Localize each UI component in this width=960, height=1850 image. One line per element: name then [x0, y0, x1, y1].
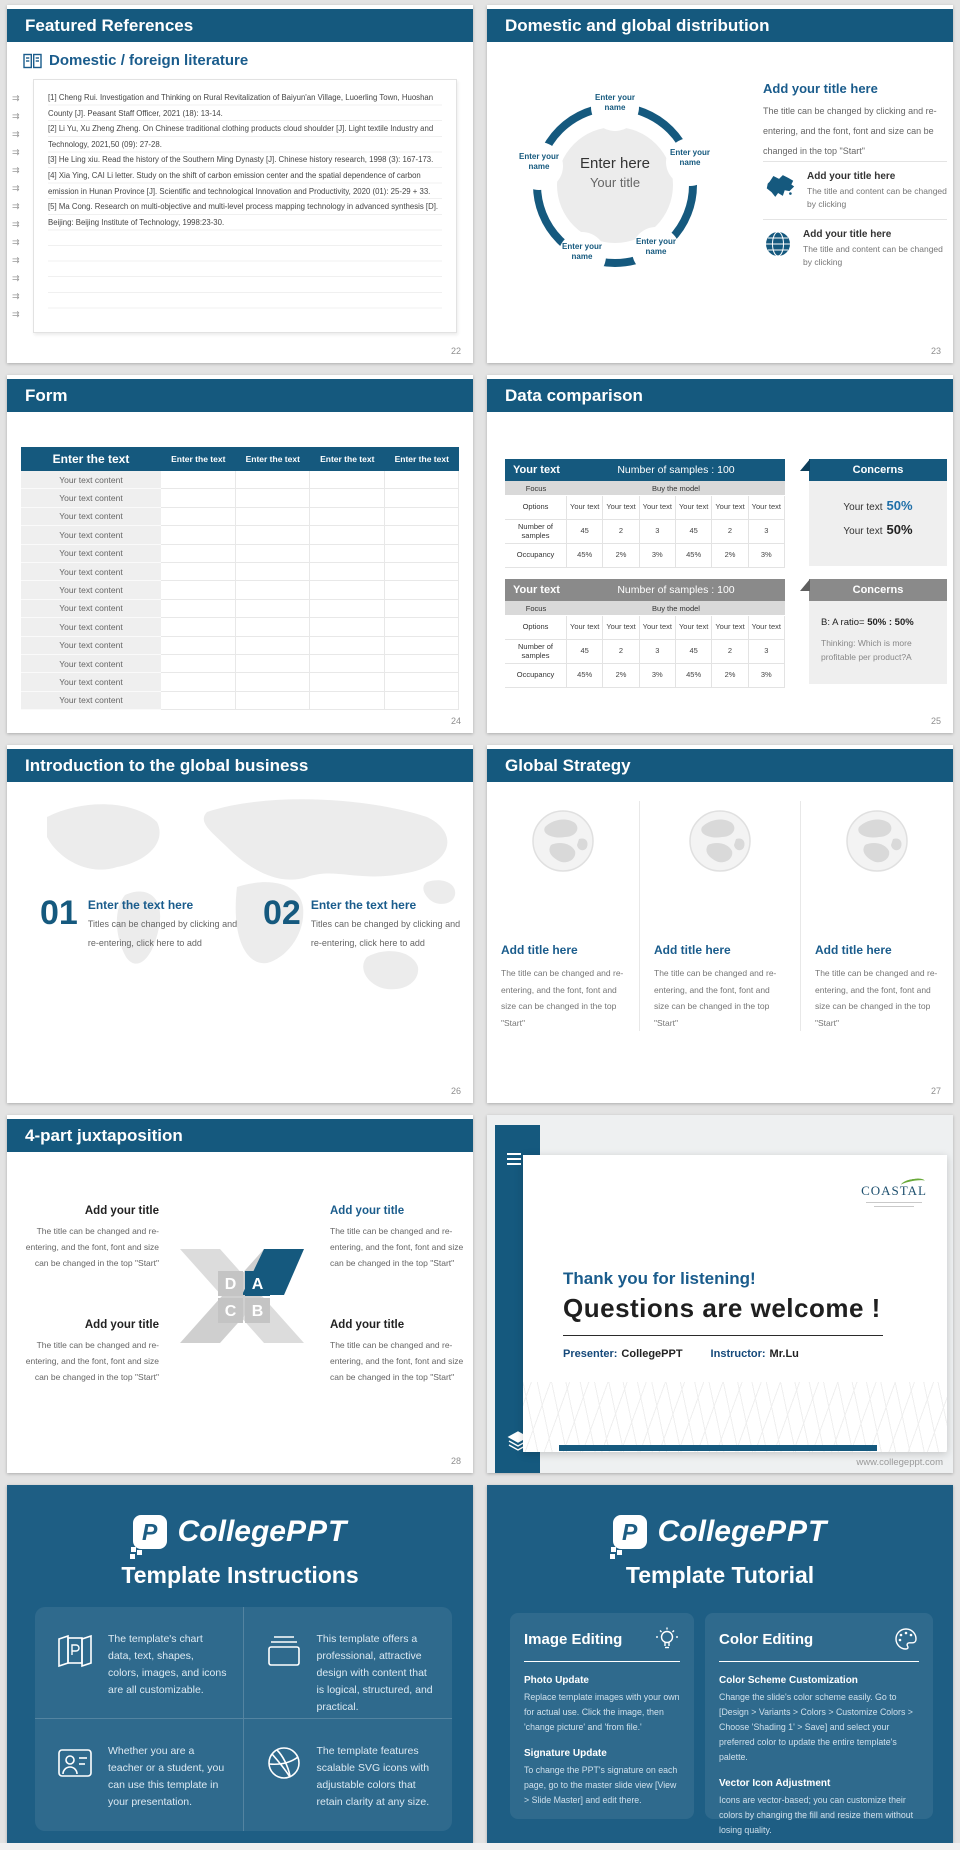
panel-heading: Template Tutorial — [625, 1562, 815, 1588]
color-editing-card — [705, 1613, 933, 1835]
collegeppt-logo — [487, 1485, 953, 1549]
instruction-text: The template's chart data, text, shapes, colors, images, and icons are all customizable. — [108, 1633, 227, 1696]
page-number: 25 — [930, 716, 941, 726]
reference-marker-icon: ⇉ — [12, 291, 20, 301]
reference-marker-icon: ⇉ — [12, 165, 20, 175]
column-header: Enter the text — [245, 454, 300, 464]
text-block-bottom-right — [330, 1319, 466, 1385]
empty-cell — [385, 563, 460, 581]
column-paragraph: The title can be changed by clicking and re-entering, and the font, font and size can be changed in the top "Start" — [763, 106, 937, 156]
coastal-logo-text: COASTAL — [861, 1183, 927, 1198]
ribbon-letter-d: D — [224, 1276, 237, 1293]
logo-ppt-text: PPT — [766, 1515, 828, 1548]
empty-cell — [236, 545, 311, 563]
table-row — [21, 508, 459, 526]
empty-cell — [161, 692, 236, 710]
presenter-row — [563, 1348, 799, 1360]
instruction-text: Whether you are a teacher or a student, you can use this template in your presentation. — [108, 1745, 225, 1808]
row-label-cell: Your text content — [21, 655, 161, 673]
ribbon-letter-a: A — [251, 1276, 264, 1293]
empty-cell — [310, 600, 385, 618]
table-row: Options Your text Your text Your text Your text Your text Your text — [505, 496, 785, 520]
concern-text: Your text — [843, 526, 883, 537]
empty-cell — [385, 471, 460, 489]
reference-marker-icon: ⇉ — [12, 273, 20, 283]
table-row: Number of samples 45 2 3 45 2 3 — [505, 640, 785, 664]
card-title: Image Editing — [524, 1630, 623, 1648]
reference-marker-column — [12, 93, 20, 319]
block-heading: Add your title — [84, 1319, 159, 1331]
empty-cell — [161, 655, 236, 673]
panel-heading: Template Instructions — [121, 1562, 359, 1588]
dribbble-ball-icon — [264, 1743, 304, 1831]
concerns-box-1 — [799, 459, 947, 566]
strategy-column — [487, 801, 639, 1031]
reference-marker-icon: ⇉ — [12, 201, 20, 211]
empty-cell — [236, 637, 311, 655]
empty-cell — [385, 545, 460, 563]
row-label-cell: Your text content — [21, 692, 161, 710]
empty-cell — [385, 692, 460, 710]
column-heading: Add title here — [815, 943, 892, 957]
empty-cell — [161, 489, 236, 507]
page-number: 23 — [930, 346, 941, 356]
empty-cell — [385, 618, 460, 636]
collegeppt-logo-icon: P — [613, 1515, 647, 1549]
globe-graphic — [845, 809, 909, 873]
wireframe-mesh-graphic — [523, 1382, 947, 1452]
empty-cell — [310, 637, 385, 655]
section-body: Change the slide's color scheme easily. Go to [Design > Variants > Colors > Customize Colors > Choose 'Shading 1' > Save] and select your preferred color to update the entire template's palette. — [719, 1692, 913, 1762]
empty-cell — [310, 508, 385, 526]
row-label-cell: Your text content — [21, 581, 161, 599]
reference-marker-icon: ⇉ — [12, 93, 20, 103]
reference-marker-icon: ⇉ — [12, 237, 20, 247]
questions-line: Questions are welcome ! — [563, 1293, 881, 1323]
empty-cell — [161, 508, 236, 526]
circular-diagram — [495, 77, 735, 305]
concerns-header: Concerns — [809, 459, 947, 481]
item-number: 01 — [40, 894, 78, 932]
slide-title-bar: Introduction to the global business — [7, 749, 473, 782]
three-column-layout — [487, 801, 953, 1031]
china-map-icon — [763, 171, 797, 200]
section-heading — [23, 52, 248, 69]
item-heading: Enter the text here — [310, 898, 417, 912]
table-name: Your text — [513, 584, 560, 596]
presenter-label: Presenter: — [563, 1348, 618, 1360]
empty-cell — [385, 508, 460, 526]
ribbon-letter-c: C — [224, 1303, 237, 1320]
reference-item: [1] Cheng Rui. Investigation and Thinking on Rural Revitalization of Baiyun'an Village, Luoerling Town, Huoshan County [J]. Peasant Staff Officer, 2021 (18): 13-14. — [48, 93, 434, 118]
section-title: Vector Icon Adjustment — [719, 1778, 831, 1789]
empty-cell — [161, 563, 236, 581]
column-header: Enter the text — [320, 454, 375, 464]
section-body: Replace template images with your own for actual use. Click the image, then 'change picture' and 'from file.' — [524, 1692, 680, 1732]
slide-thumbnail-thank-you[interactable] — [487, 1115, 953, 1473]
reference-marker-icon: ⇉ — [12, 255, 20, 265]
row-label-cell: Your text content — [21, 600, 161, 618]
empty-cell — [236, 563, 311, 581]
block-heading: Add your title — [330, 1319, 405, 1331]
samples-label: Number of samples : 100 — [617, 584, 735, 596]
empty-cell — [385, 600, 460, 618]
diagram-node-label: Enter your name — [518, 152, 559, 171]
row-label-cell: Your text content — [21, 618, 161, 636]
empty-cell — [161, 600, 236, 618]
empty-cell — [310, 655, 385, 673]
card-title: Color Editing — [719, 1630, 814, 1648]
ratio-label: B: A ratio= — [821, 617, 865, 628]
empty-cell — [236, 692, 311, 710]
right-text-column — [763, 81, 947, 277]
column-body: The title can be changed and re-entering, and the font, font and size can be changed in the top "Start" — [501, 968, 624, 1028]
globe-icon — [763, 229, 793, 259]
text-block-bottom-left — [25, 1319, 159, 1385]
reference-item: [3] He Ling xiu. Read the history of the Southern Ming Dynasty [J]. Chinese history research, 1998 (3): 167-173. — [48, 155, 434, 165]
archive-box-icon — [264, 1631, 304, 1718]
item-title: Add your title here — [803, 229, 892, 240]
logo-college-text: College — [657, 1515, 766, 1548]
strategy-column — [639, 801, 800, 1031]
row-label-cell: Your text content — [21, 471, 161, 489]
column-heading: Add your title here — [763, 81, 878, 96]
text-block-top-right — [330, 1205, 466, 1271]
empty-cell — [236, 581, 311, 599]
row-label-cell: Your text content — [21, 637, 161, 655]
concern-text: Your text — [843, 502, 883, 513]
ribbon-x-graphic — [172, 1243, 312, 1349]
logo-subline — [874, 1206, 914, 1208]
comparison-table-2 — [505, 579, 785, 688]
collegeppt-logo-icon: P — [133, 1515, 167, 1549]
empty-cell — [310, 489, 385, 507]
empty-cell — [310, 581, 385, 599]
table-row — [21, 581, 459, 599]
empty-cell — [310, 471, 385, 489]
table-rows — [505, 496, 785, 568]
reference-marker-icon: ⇉ — [12, 309, 20, 319]
block-body: The title can be changed and re-entering, and the font, font and size can be changed in the top "Start" — [330, 1340, 464, 1382]
empty-cell — [161, 526, 236, 544]
empty-cell — [161, 637, 236, 655]
empty-cell — [385, 526, 460, 544]
table-row: Number of samples 45 2 3 45 2 3 — [505, 520, 785, 544]
diagram-center — [555, 155, 675, 190]
concern-value: 50% — [886, 522, 913, 537]
focus-value: Buy the model — [652, 603, 700, 613]
table-row — [21, 618, 459, 636]
reference-marker-icon: ⇉ — [12, 183, 20, 193]
diagram-node-label: Enter your name — [594, 93, 635, 112]
logo-college-text: College — [177, 1515, 286, 1548]
page-number: 27 — [930, 1086, 941, 1096]
logo-subline — [866, 1202, 922, 1204]
empty-cell — [310, 563, 385, 581]
reference-marker-icon: ⇉ — [12, 129, 20, 139]
logo-ppt-text: PPT — [286, 1515, 348, 1548]
empty-cell — [385, 673, 460, 691]
diagram-node-label: Enter your name — [561, 242, 602, 261]
table-rows — [505, 616, 785, 688]
template-tutorial-panel — [487, 1485, 953, 1843]
item-number: 02 — [263, 894, 301, 932]
section-title: Signature Update — [524, 1748, 607, 1759]
item-desc: The title and content can be changed by clicking — [807, 186, 947, 209]
column-header: Enter the text — [394, 454, 449, 464]
image-editing-card — [510, 1613, 694, 1819]
thank-you-card — [523, 1155, 947, 1452]
user-card-icon — [55, 1743, 95, 1831]
reference-list — [48, 90, 442, 320]
list-item — [763, 161, 947, 219]
block-body: The title can be changed and re-entering, and the font, font and size can be changed in the top "Start" — [25, 1226, 159, 1268]
reference-item: [2] Li Yu, Xu Zheng Zheng. On Chinese traditional clothing products cloud shoulder [J]. Light textile Industry and Technology, 2021,50 (09): 27-28. — [48, 124, 434, 149]
focus-label: Focus — [525, 483, 547, 493]
row-label-cell: Your text content — [21, 526, 161, 544]
concern-note: Thinking: Which is more profitable per product?A — [821, 638, 912, 662]
globe-graphic — [688, 809, 752, 873]
table-row: Occupancy 45% 2% 3% 45% 2% 3% — [505, 664, 785, 688]
empty-cell — [310, 618, 385, 636]
palette-icon — [893, 1626, 919, 1652]
globe-graphic — [531, 809, 595, 873]
presenter-value: CollegePPT — [621, 1348, 683, 1360]
samples-label: Number of samples : 100 — [617, 464, 735, 476]
slide-title-bar: Data comparison — [487, 379, 953, 412]
text-block-top-left — [25, 1205, 159, 1271]
empty-cell — [385, 637, 460, 655]
hamburger-icon — [507, 1153, 521, 1168]
block-body: The title can be changed and re-entering, and the font, font and size can be changed in the top "Start" — [330, 1226, 464, 1268]
slide-title-bar: 4-part juxtaposition — [7, 1119, 473, 1152]
ratio-value: 50% : 50% — [867, 617, 914, 628]
instruction-item — [244, 1607, 453, 1719]
empty-cell — [310, 545, 385, 563]
slide-thumbnail-22[interactable] — [7, 5, 473, 363]
accent-bar — [559, 1445, 877, 1451]
slide-thumbnail-28[interactable] — [7, 1115, 473, 1473]
concerns-box-2 — [799, 579, 947, 684]
section-body: Icons are vector-based; you can customize their colors by changing the fill and resize them without losing quality. — [719, 1795, 914, 1835]
table-row — [21, 692, 459, 710]
lightbulb-icon — [654, 1626, 680, 1652]
table-row — [21, 655, 459, 673]
table-row — [21, 637, 459, 655]
slide-title-bar: Domestic and global distribution — [487, 9, 953, 42]
page-number: 26 — [450, 1086, 461, 1096]
item-body: Titles can be changed by clicking and re-entering, click here to add — [310, 919, 461, 948]
reference-list-box — [33, 79, 457, 333]
empty-cell — [161, 673, 236, 691]
column-header: Enter the text — [171, 454, 226, 464]
table-row — [21, 545, 459, 563]
numbered-item-1 — [40, 895, 240, 953]
section-title: Color Scheme Customization — [719, 1675, 858, 1686]
diagram-node-label: Enter your name — [635, 237, 676, 256]
thank-you-line: Thank you for listening! — [563, 1269, 756, 1288]
row-label-cell: Your text content — [21, 673, 161, 691]
reference-marker-icon: ⇉ — [12, 147, 20, 157]
comparison-table-1 — [505, 459, 785, 568]
slide-title-bar: Featured References — [7, 9, 473, 42]
empty-cell — [236, 471, 311, 489]
empty-cell — [161, 545, 236, 563]
page-number: 28 — [450, 1456, 461, 1466]
table-row — [21, 600, 459, 618]
website-url: www.collegeppt.com — [856, 1457, 943, 1468]
section-heading-label: Domestic / foreign literature — [49, 52, 249, 69]
empty-cell — [310, 526, 385, 544]
brochure-icon — [55, 1631, 95, 1718]
list-item — [763, 219, 947, 277]
empty-cell — [385, 489, 460, 507]
instructor-value: Mr.Lu — [769, 1348, 799, 1360]
book-icon — [23, 53, 42, 69]
section-body: To change the PPT's signature on each page, go to the master slide view [View > Slide Master] and edit there. — [524, 1765, 678, 1805]
empty-cell — [385, 655, 460, 673]
diagram-center-title: Enter here — [579, 155, 651, 172]
slide-thumbnail-24[interactable] — [7, 375, 473, 733]
row-label-cell: Your text content — [21, 563, 161, 581]
table-row — [21, 563, 459, 581]
row-label-cell: Your text content — [21, 508, 161, 526]
instructions-card — [35, 1607, 452, 1831]
block-body: The title can be changed and re-entering, and the font, font and size can be changed in the top "Start" — [25, 1340, 159, 1382]
empty-cell — [236, 655, 311, 673]
slide-thumbnail-25[interactable] — [487, 375, 953, 733]
slide-title-bar: Form — [7, 379, 473, 412]
instruction-item — [244, 1719, 453, 1831]
coastal-logo — [861, 1183, 927, 1207]
reference-marker-icon: ⇉ — [12, 111, 20, 121]
empty-cell — [161, 618, 236, 636]
column-heading: Add title here — [501, 943, 578, 957]
instruction-item — [35, 1719, 244, 1831]
instructor-label: Instructor: — [710, 1348, 766, 1360]
slide-thumbnail-26[interactable] — [7, 745, 473, 1103]
concerns-header: Concerns — [809, 579, 947, 601]
slide-thumbnail-27[interactable] — [487, 745, 953, 1103]
empty-cell — [236, 526, 311, 544]
column-body: The title can be changed and re-entering, and the font, font and size can be changed in the top "Start" — [654, 968, 777, 1028]
item-body: Titles can be changed by clicking and re-entering, click here to add — [87, 919, 238, 948]
focus-value: Buy the model — [652, 483, 700, 493]
form-table-header — [21, 447, 459, 471]
form-table-body — [21, 471, 459, 710]
template-instructions-panel — [7, 1485, 473, 1843]
divider-rule — [563, 1335, 883, 1336]
table-row: Options Your text Your text Your text Your text Your text Your text — [505, 616, 785, 640]
form-table — [21, 447, 459, 710]
empty-cell — [236, 600, 311, 618]
column-header: Enter the text — [52, 452, 130, 466]
page-number: 24 — [450, 716, 461, 726]
slide-thumbnail-23[interactable] — [487, 5, 953, 363]
collegeppt-logo — [7, 1485, 473, 1549]
diagram-center-subtitle: Your title — [589, 175, 641, 190]
reference-marker-icon: ⇉ — [12, 219, 20, 229]
block-heading: Add your title — [84, 1205, 159, 1217]
empty-cell — [236, 673, 311, 691]
ribbon-letter-b: B — [251, 1303, 264, 1320]
table-name: Your text — [513, 464, 560, 476]
reference-item: [5] Ma Cong. Research on multi-objective and multi-level process mapping technology in advanced synthesis [D]. Beijing: Beijing Institute of Technology, 1998:23-30. — [48, 202, 439, 227]
table-row — [21, 489, 459, 507]
numbered-item-2 — [263, 895, 463, 953]
item-title: Add your title here — [807, 171, 896, 182]
table-row — [21, 673, 459, 691]
empty-cell — [236, 489, 311, 507]
row-label-cell: Your text content — [21, 489, 161, 507]
instruction-text: The template features scalable SVG icons with adjustable colors that retain clarity at any size. — [316, 1745, 430, 1808]
table-row: Occupancy 45% 2% 3% 45% 2% 3% — [505, 544, 785, 568]
empty-cell — [236, 618, 311, 636]
table-row — [21, 471, 459, 489]
column-heading: Add title here — [654, 943, 731, 957]
concern-value: 50% — [886, 498, 913, 513]
instruction-item — [35, 1607, 244, 1719]
focus-label: Focus — [525, 603, 547, 613]
reference-item: [4] Xia Ying, CAI Li letter. Study on the shift of carbon emission center and the spatial dependence of carbon emission in Hunan Province [J]. Scientific and technological Innovation and Productivity, 2020 (01): 25-29 + 33. — [48, 170, 431, 196]
item-desc: The title and content can be changed by clicking — [803, 244, 943, 267]
slide-title-bar: Global Strategy — [487, 749, 953, 782]
empty-cell — [161, 471, 236, 489]
item-heading: Enter the text here — [87, 898, 194, 912]
page-bottom-strip — [0, 1843, 960, 1850]
row-label-cell: Your text content — [21, 545, 161, 563]
instruction-text: This template offers a professional, attractive design with content that is logical, structured, and practical. — [316, 1633, 433, 1713]
section-title: Photo Update — [524, 1675, 589, 1686]
column-body: The title can be changed and re-entering, and the font, font and size can be changed in the top "Start" — [815, 968, 938, 1028]
page-number: 22 — [450, 346, 461, 356]
empty-cell — [161, 581, 236, 599]
empty-cell — [310, 673, 385, 691]
block-heading: Add your title — [330, 1205, 405, 1217]
empty-cell — [236, 508, 311, 526]
table-row — [21, 526, 459, 544]
strategy-column — [800, 801, 953, 1031]
empty-cell — [385, 581, 460, 599]
diagram-node-label: Enter your name — [669, 148, 710, 167]
empty-cell — [310, 692, 385, 710]
